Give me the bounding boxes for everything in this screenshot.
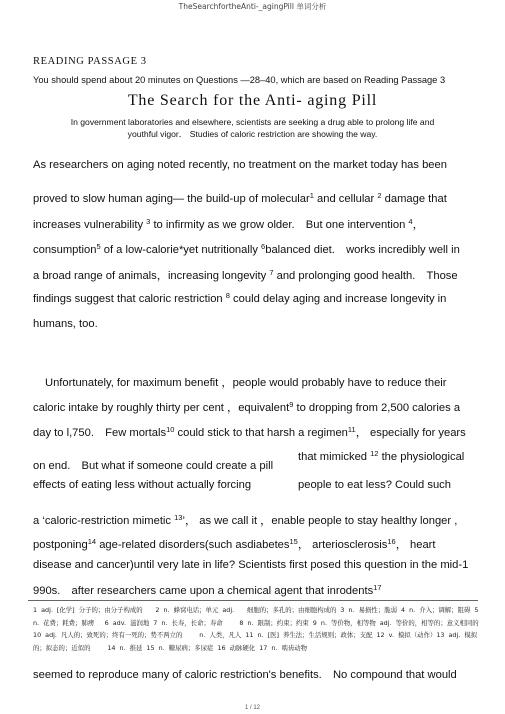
p2-line-1: Unfortunately, for maximum benefit ，people would probably have to reduce their <box>45 377 447 389</box>
p2-line-6 <box>33 512 480 528</box>
running-header: TheSearchfortheAnti-_agingPill 单词分析 <box>178 2 327 11</box>
footnote-ref: 12 <box>370 449 379 458</box>
p2-line-8: disease and cancer)until very late in life? Scientists first posed this question in the mid-1 <box>33 559 469 571</box>
text-run: findings suggest that caloric restriction <box>33 293 226 305</box>
passage-label: READING PASSAGE 3 <box>33 56 147 67</box>
text-run: day to l,750. Few mortals <box>33 427 167 439</box>
text-run: balanced diet. works incredibly well in <box>265 244 460 256</box>
text-run: to dropping from 2,500 calories a <box>293 402 461 414</box>
footnote-ref: 1 <box>309 191 314 200</box>
footnote-ref: 11 <box>347 425 356 434</box>
footnote-ref: 4 <box>408 217 413 226</box>
text-run: could stick to that harsh a regimen <box>174 427 348 439</box>
text-run: could delay aging and increase longevity in <box>229 293 447 305</box>
text-run: ， heart <box>395 539 436 551</box>
instructions: You should spend about 20 minutes on Questions —28–40, which are based on Reading Passage 3 <box>33 75 446 85</box>
p2-line-2 <box>33 399 480 415</box>
p2-line-4a: on end. But what if someone could create a pill <box>33 460 274 472</box>
text-run: increases vulnerability <box>33 219 147 231</box>
continuation-line: seemed to reproduce many of caloric restriction's benefits. No compound that would <box>33 669 457 681</box>
article-subtitle: In government laboratories and elsewhere, scientists are seeking a drug able to prolong life and youthful vigor． Studies of caloric restriction are showing the way. <box>70 117 435 139</box>
p2-line-5b: people to eat less? Could such <box>298 479 451 491</box>
text-run: consumption <box>33 244 97 256</box>
footnote-ref: 9 <box>289 400 294 409</box>
footnote-ref: 3 <box>146 217 151 226</box>
footnote-divider <box>28 600 478 601</box>
p1-line-7: humans, too. <box>33 318 98 330</box>
footnote-ref: 10 <box>166 425 175 434</box>
text-run: 990s. after researchers came upon a chemical agent that inrodents <box>33 585 374 597</box>
p2-line-3 <box>33 424 480 440</box>
text-run: proved to slow human aging— the build-up of molecular <box>33 193 310 205</box>
footnote-ref: 2 <box>377 191 382 200</box>
footnote-ref: 16 <box>387 537 396 546</box>
text-run: ， arteriosclerosis <box>297 539 388 551</box>
footnote-ref: 8 <box>225 291 230 300</box>
text-run: age-related disorders(such asdiabetes <box>96 539 290 551</box>
footnote-ref: 5 <box>96 242 101 251</box>
p1-line-4 <box>33 241 480 257</box>
text-run: a ‘caloric-restriction mimetic <box>33 515 175 527</box>
text-run: that mimicked <box>298 451 371 463</box>
p1-line-5 <box>33 267 480 283</box>
text-run: caloric intake by roughly thirty per cent ，equivalent <box>33 402 290 414</box>
text-run: ， <box>412 219 424 231</box>
text-run: postponing <box>33 539 88 551</box>
footnote-ref: 15 <box>289 537 298 546</box>
text-run: to infirmity as we grow older. But one intervention <box>150 219 409 231</box>
p1-line-2 <box>33 193 480 205</box>
p2-line-5a: effects of eating less without actually forcing <box>33 479 252 491</box>
text-run: and prolonging good health. Those <box>273 270 458 282</box>
p2-line-9 <box>33 582 480 598</box>
p2-line-7 <box>33 536 480 552</box>
article-title: The Search for the Anti- aging Pill <box>127 92 378 109</box>
text-run: the physiological <box>378 451 465 463</box>
footnote-ref: 13 <box>174 513 183 522</box>
vocabulary-footnotes: 1 adj. [化学] 分子的；由分子构成的 2 n. 蜂窝电话；单元 adj. 细胞的；多孔的；由细胞构成的 3 n. 易损性；脆弱 4 n. 介入；调解；阻碍 5 n. 花费；耗费；肺痨 6 adv. 滋润地 7 n. 长寿，长命；寿命 8 n. 限制；约束；约束 9 n. 等价物，相等物 adj. 等价的，相等的；意义相同的 10 adj. 凡人的；致死的；终有一死的；势不两立的 n. 人类，凡人 11 n. [医] 养生法；生活规则；政体；支配 12 v. 模拟（动作）13 adj. 模拟的；拟态的；近似的 14 n. 推延 15 n. 糖尿病；多尿症 16 动脉硬化 17 n. 啮齿动物 <box>33 606 490 652</box>
p1-line-3 <box>33 216 480 232</box>
text-run: damage that <box>381 193 447 205</box>
footnote-ref: 17 <box>373 583 382 592</box>
text-run: ， especially for years <box>355 427 466 439</box>
footnote-ref: 7 <box>269 268 274 277</box>
text-run: a broad range of animals，increasing longevity <box>33 270 270 282</box>
page-number: 1 / 12 <box>244 705 260 711</box>
text-run: ’， as we call it ，enable people to stay healthy longer , <box>182 515 458 527</box>
text-run: of a low-calorie*yet nutritionally <box>100 244 262 256</box>
p1-line-6 <box>33 293 480 305</box>
footnote-ref: 14 <box>87 537 97 546</box>
footnote-ref: 6 <box>261 242 266 251</box>
p1-line-1: As researchers on aging noted recently, no treatment on the market today has been <box>33 159 447 171</box>
text-run: and cellular <box>313 193 378 205</box>
p2-line-4b <box>298 451 483 463</box>
